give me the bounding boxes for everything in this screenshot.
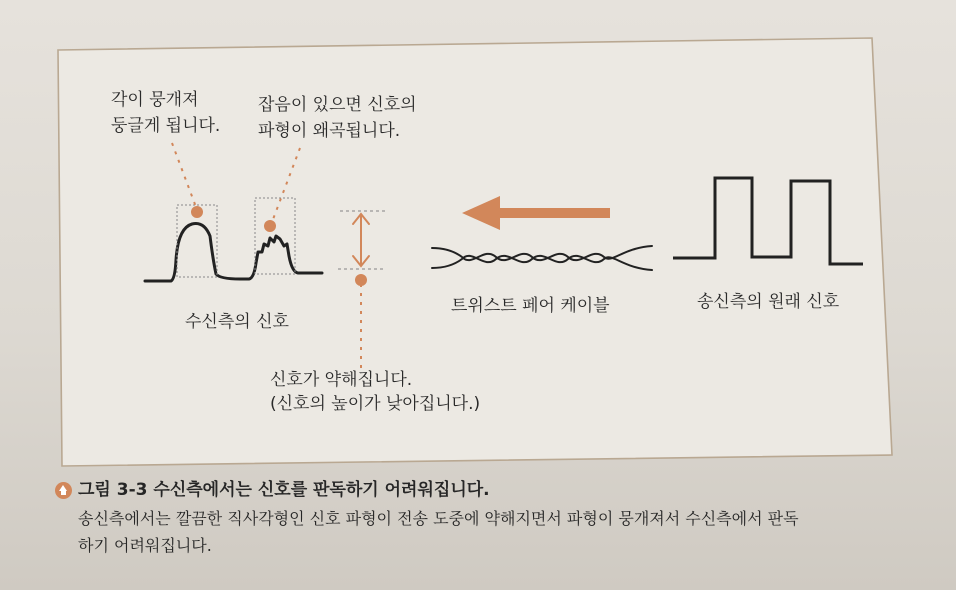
callout-noise-line2: 파형이 왜곡됩니다. [258, 121, 401, 141]
callout-rounded-line1: 각이 뭉개져 [111, 90, 199, 110]
caption-body-line2: 하기 어려워집니다. [78, 536, 212, 555]
label-received-signal: 수신측의 신호 [185, 312, 289, 332]
caption-body-line1: 송신측에서는 깔끔한 직사각형인 신호 파형이 전송 도중에 약해지면서 파형이 뭉개져서 수신측에서 판독 [78, 509, 799, 528]
weak-dot [355, 274, 367, 286]
callout-noise-line1: 잡음이 있으면 신호의 [258, 95, 417, 115]
caption-title: 그림 3-3 수신측에서는 신호를 판독하기 어려워집니다. [78, 480, 490, 500]
callout-weak-line1: 신호가 약해집니다. [270, 370, 413, 390]
callout-rounded-line2: 둥글게 됩니다. [111, 116, 221, 136]
rounded-corner-dot [191, 206, 203, 218]
noise-dot [264, 220, 276, 232]
label-cable: 트위스트 페어 케이블 [451, 296, 610, 316]
callout-weak-line2: (신호의 높이가 낮아집니다.) [270, 394, 481, 414]
caption-icon [55, 482, 72, 499]
label-original-signal: 송신측의 원래 신호 [697, 292, 840, 312]
